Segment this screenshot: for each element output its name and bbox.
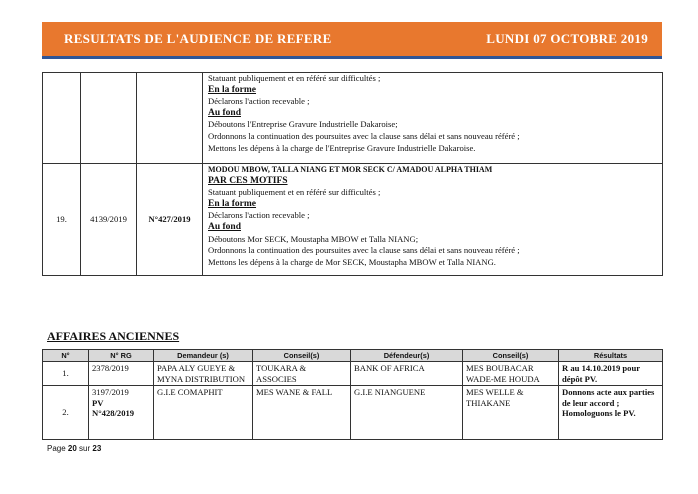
decision-line: Mettons les dépens à la charge de l'Entreprise Gravure Industrielle Dakaroise. (208, 142, 476, 153)
row-number: 2. (43, 386, 89, 440)
section-heading-forme: En la forme (208, 198, 257, 209)
row-pv-label: PV (92, 397, 104, 408)
header-date: LUNDI 07 OCTOBRE 2019 (486, 31, 648, 46)
case-parties: MODOU MBOW, TALLA NIANG ET MOR SECK C/ AMADOU ALPHA THIAM (208, 165, 493, 174)
row-resultat: R au 14.10.2019 pour dépôt PV. (559, 362, 663, 386)
decision-text (203, 164, 662, 270)
table-row (43, 73, 663, 164)
row-pv-number: N°428/2019 (92, 408, 135, 419)
header-banner (42, 22, 662, 56)
row-defendeur: BANK OF AFRICA (351, 362, 463, 386)
footer-prefix: Page (47, 444, 68, 453)
row-resultat: Donnons acte aux parties de leur accord ; Homologuons le PV. (559, 386, 663, 440)
case-rg: 4139/2019 (81, 164, 137, 276)
header-title: RESULTATS DE L'AUDIENCE DE REFERE (64, 31, 332, 46)
decision-line: Déclarons l'action recevable ; (208, 210, 310, 221)
column-header: Demandeur (s) (154, 350, 253, 362)
decision-line: Ordonnons la continuation des poursuites avec la clause sans délai et sans nouveau référé ; (208, 245, 520, 256)
row-demandeur: PAPA ALY GUEYE & MYNA DISTRIBUTION (154, 362, 253, 386)
decision-line: Déboutons Mor SECK, Moustapha MBOW et Talla NIANG; (208, 233, 419, 244)
column-header: N° (43, 350, 89, 362)
decision-text (203, 73, 662, 156)
row-rg: 2378/2019 (89, 362, 154, 386)
footer-page-total: 23 (92, 444, 102, 453)
affaires-anciennes-table (42, 349, 663, 440)
row-defendeur: G.I.E NIANGUENE (351, 386, 463, 440)
column-header: Défendeur(s) (351, 350, 463, 362)
page-footer (47, 444, 101, 453)
table-row (43, 386, 663, 440)
section-heading-fond: Au fond (208, 107, 241, 118)
section-heading-forme: En la forme (208, 84, 257, 95)
decision-line: Déboutons l'Entreprise Gravure Industrielle Dakaroise; (208, 119, 398, 130)
row-rg-value: 3197/2019 (92, 387, 129, 398)
column-header: Conseil(s) (253, 350, 351, 362)
row-conseil-demandeur: MES WANE & FALL (253, 386, 351, 440)
row-conseil-defendeur: MES WELLE & THIAKANE (463, 386, 559, 440)
table-header-row (43, 350, 663, 362)
footer-separator: sur (76, 444, 93, 453)
decision-line: Statuant publiquement et en référé sur difficultés ; (208, 187, 381, 198)
decision-line: Déclarons l'action recevable ; (208, 96, 310, 107)
footer-page-number: 20 (67, 444, 77, 453)
table-row (43, 164, 663, 276)
motifs-heading: PAR CES MOTIFS (208, 175, 288, 186)
row-conseil-demandeur: TOUKARA & ASSOCIES (253, 362, 351, 386)
row-conseil-defendeur: MES BOUBACAR WADE-ME HOUDA (463, 362, 559, 386)
row-rg (89, 386, 154, 440)
decision-line: Ordonnons la continuation des poursuites avec la clause sans délai et sans nouveau référé ; (208, 130, 520, 141)
decision-line: Mettons les dépens à la charge de Mor SECK, Moustapha MBOW et Talla NIANG. (208, 256, 496, 267)
decision-number: N°427/2019 (137, 164, 203, 276)
table-row (43, 362, 663, 386)
decision-line: Statuant publiquement et en référé sur difficultés ; (208, 73, 381, 83)
case-number: 19. (43, 164, 81, 276)
column-header: Résultats (559, 350, 663, 362)
row-demandeur: G.I.E COMAPHIT (154, 386, 253, 440)
section-title-affaires-anciennes: AFFAIRES ANCIENNES (47, 329, 180, 343)
section-heading-fond: Au fond (208, 221, 241, 232)
column-header: Conseil(s) (463, 350, 559, 362)
results-table (42, 72, 663, 276)
column-header: N° RG (89, 350, 154, 362)
row-number: 1. (43, 362, 89, 386)
